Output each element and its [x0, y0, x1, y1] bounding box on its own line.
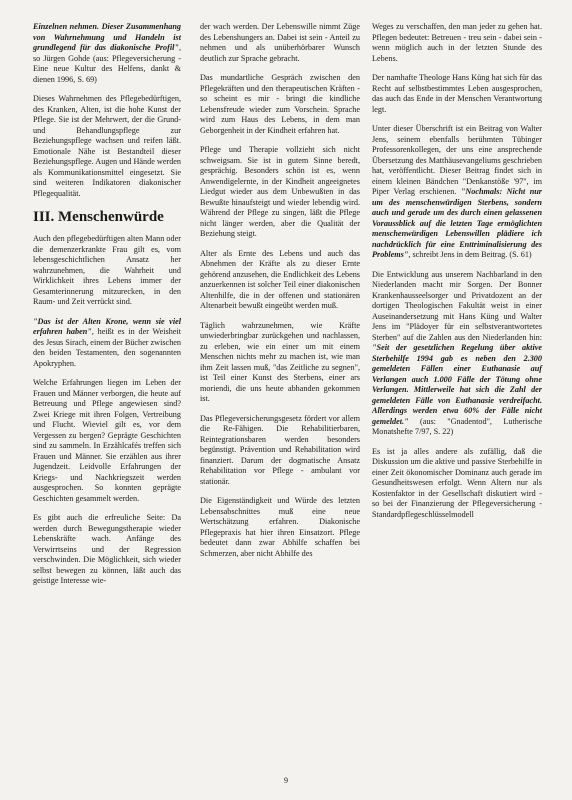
paragraph [33, 317, 181, 370]
paragraph-text: , heißt es in der Weisheit des Jesus Sirach, einem der Bücher zwischen den beiden Testamenten, den sogenannten Apokryphen. [33, 327, 182, 368]
column-left [33, 22, 181, 596]
paragraph: Auch den pflegebedürftigen alten Mann oder die demenzerkrankte Frau gilt es, vom lebensgeschichtlichen Ansatz her wahrzunehmen, die Wahrheit und Wirklichkeit ihres Lebens immer der Gesamterinnerung mitzurecken, in den Raum- und Zeit verrückt sind. [33, 234, 181, 306]
paragraph [372, 124, 542, 261]
paragraph: Täglich wahrzunehmen, wie Kräfte unwiederbringbar zurückgehen und nachlassen, zu erleben, wie ein einer um mit einem Menschen nichts mehr zu machen ist, wie man ihm Zeit lassen muß, "das Zeitliche zu segnen", ist Teil einer Kunst des Sterbens, einer ars moriendi, die uns heute abhanden gekommen ist. [200, 320, 360, 403]
paragraph: Pflege und Therapie vollzieht sich nicht schweigsam. Sie ist in gutem Sinne beredt, gesprächig. Besonders schön ist es, wenn Anwendigelernte, in der Kindheit angeeignetes Liedgut wieder aus dem Unbewußten in das Bewußte hinaufsteigt und wieder lebendig wird. Während der Pflege zu singen, läßt die Pflege nicht länger werden, aber die Qualität der Beziehung steigt. [200, 145, 360, 238]
quote-emphasis: Einzelnen nehmen. Dieser Zusammenhang von Wahrnehmung und Handeln ist grundlegend für das diakonische Profil" [33, 22, 181, 52]
column-middle [200, 22, 360, 568]
paragraph [33, 22, 181, 85]
quote-emphasis: "Das ist der Alten Krone, wenn sie viel erfahren haben" [33, 316, 181, 336]
paragraph: Weges zu verschaffen, den man jeder zu gehen hat. Pflegen bedeutet: Betreuen - treu sein - dabei sein - wenn möglich auch in der letzten Stunde des Lebens. [372, 22, 542, 63]
quote-emphasis: "Seit der gesetzlichen Regelung über aktive Sterbehilfe 1994 gab es neben den 2.300 gemeldeten Fällen einer Euthanasie auf Verlangen auch 1.000 Fälle der Tötung ohne Verlangen. Mittlerweile hat sich die Zahl der gemeldeten Fälle von Euthanasie verdreifacht. Allerdings werden etwa 60% der Fälle nicht gemeldet." [372, 343, 542, 426]
citation-text: , schreibt Jens in dem Beitrag. (S. 61) [408, 250, 532, 259]
citation-text: , so Jürgen Gohde (aus: Pflegeversicherung - Eine neue Kultur des Helfens, dankt & dienen 1996, S. 69) [33, 43, 181, 84]
section-heading: III. Menschenwürde [33, 209, 164, 225]
paragraph: Alter als Ernte des Lebens und auch das Abnehmen der Kräfte als zu dieser Ernte gehörend anzusehen, die Endlichkeit des Lebens anzuerkennen ist solcher Teil einer diakonischen Altenhilfe, die in der offenen und stationären Altenarbeit bewußt eingeübt werden muß. [200, 248, 360, 310]
paragraph [372, 270, 542, 438]
paragraph: Die Eigenständigkeit und Würde des letzten Lebensabschnittes muß eine neue Wertschätzung erfahren. Diakonische Pflegepraxis hat hier ihren Einsatzort. Pflege bedeutet dann zwar Abhilfe schaffen bei Schmerzen, aber nicht Abhilfe des [200, 496, 360, 558]
column-right [372, 22, 542, 529]
paragraph: Das mundartliche Gespräch zwischen den Pflegekräften und den therapeutischen Kräften - so scheint es mir - bringt die kindliche Lebensfreude wieder zum Vorschein. Sprache wird zum Haus des Lebens, in dem man Geborgenheit in der Kindheit erfahren hat. [200, 73, 360, 135]
citation-text: (aus: "Gnadentod", Lutherische Monatshefte 7/97, S. 22) [372, 416, 542, 436]
paragraph: Das Pflegeversicherungsgesetz fördert vor allem die Re-Fähigen. Die Rehabilitierbaren, Reintegrationsbaren werden besonders begünstigt. Prävention und Rehabilitation wird finanziert. Darum der dogmatische Ansatz Rehabilitation vor Pflege - ambulant vor stationär. [200, 413, 360, 486]
paragraph-text: Unter dieser Überschrift ist ein Beitrag von Walter Jens, seinem ebenfalls berühmten Tübinger Professorenkollegen, der uns eine ansprechende Übersetzung des Matthäusevangeliums geschrieben hat, veröffentlicht. Dieser Beitrag findet sich in einem kleinen Bändchen "Denkanstöße '97", im Piper Verlag erschienen. [372, 124, 542, 196]
paragraph: Dieses Wahrnehmen des Pflegebedürftigen, des Kranken, Alten, ist die hohe Kunst der Pflege. Sie ist der Mehrwert, der die Grund- und Behandlungspflege zur Beziehungspflege wachsen und reifen läßt. Emotionale Nähe ist Bestandteil dieser Beziehungspflege. Augen und Hände werden als Kommunikationsmittel eingesetzt. Sie sind weiteren Indikatoren diakonischer Pflegequalität. [33, 94, 182, 198]
paragraph: Es gibt auch die erfreuliche Seite: Da werden durch Bewegungstherapie wieder Lebenskräfte wach. Anfänge des Verwirrtseins und der Regression verschwinden. Die Möglichkeit, sich wieder selbst bewegen zu können, läßt auch das geistige Interesse wie- [33, 513, 181, 585]
paragraph-text: Die Entwicklung aus unserem Nachbarland in den Niederlanden macht mir Sorgen. Der Bonner Krankenhausseelsorger und Privatdozent an der dortigen Theologischen Fakultät weist in einer Auseinandersetzung mit Hans Küng und Walter Jens im "Plädoyer für ein selbstverantwortetes Sterben" auf die Zahlen aus den Niederlanden hin: [372, 269, 542, 342]
paragraph: Es ist ja alles andere als zufällig, daß die Diskussion um die aktive und passive Sterbehilfe in einer Zeit ökonomischer Dominanz auch gerade im Gesundheitswesen erfolgt. Wenn Altern nur als Kostenfaktor in der Gesellschaft diskutiert wird - so bei der Finanzierung der Pflegeversicherung - Standardpflegeschlüsselmodell [372, 446, 542, 519]
page-number: 9 [284, 776, 288, 785]
paragraph: Der namhafte Theologe Hans Küng hat sich für das Recht auf selbstbestimmtes Leben ausgesprochen, das auch das Ende in der Menschen Verantwortung legt. [372, 73, 542, 114]
paragraph: der wach werden. Der Lebenswille nimmt Züge des Lebenshungers an. Dabei ist sein - Anteil zu nehmen und als unüberhörbarer Wunsch deutlich zur Sprache gebracht. [200, 22, 360, 63]
paragraph: Welche Erfahrungen liegen im Leben der Frauen und Männer verborgen, die heute auf Betreuung und Pflege angewiesen sind? Zwei Kriege mit ihren Folgen, Vertreibung und Flucht. Wieviel gilt es, vor dem Vergessen zu bergen? Geprägte Geschichten sind zu sammeln. In Erzählcafés treffen sich Frauen und Männer. Sie erzählen aus ihrer Jugendzeit. Leidvolle Erfahrungen der Kriegs- und Nachkriegszeit werden ausgesprochen. So konnten geprägte Geschichten gesammelt werden. [33, 378, 181, 503]
quote-emphasis: "Nochmals: Nicht nur um des menschenwürdigen Sterbens, sondern auch und gerade um des durch einen gelassenen Voraussblick auf die letzten Tage ermöglichten menschenwürdigen Lebenswillen plädiere ich nachdrücklich für eine Enttriminalisierung des Problems" [372, 187, 542, 259]
